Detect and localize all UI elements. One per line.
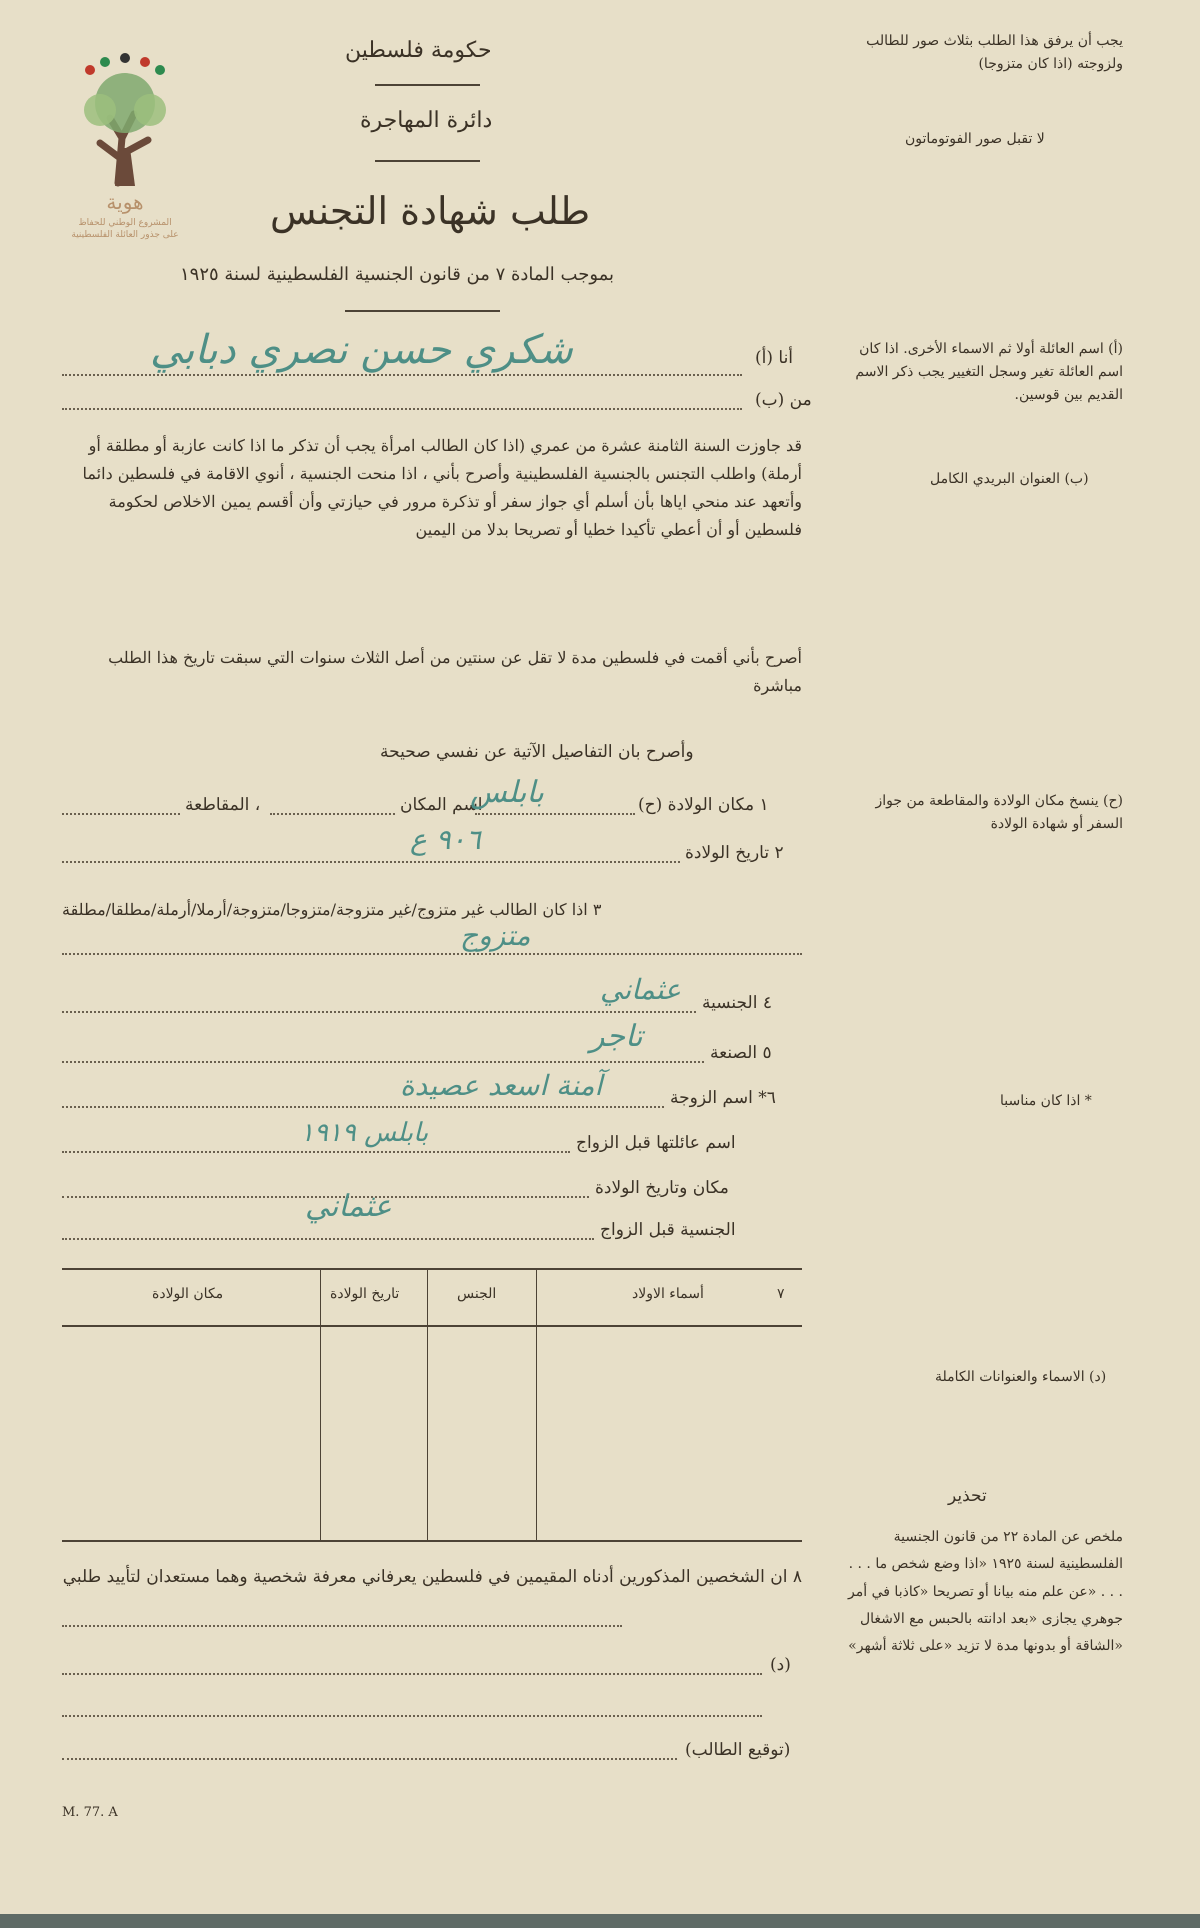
note-b: (ب) العنوان البريدي الكامل [930, 471, 1089, 487]
q2-line [62, 861, 680, 863]
q8-line-2 [62, 1673, 762, 1675]
form-subtitle: بموجب المادة ٧ من قانون الجنسية الفلسطينية لسنة ١٩٢٥ [180, 264, 615, 285]
q5-value: تاجر [590, 1019, 643, 1054]
divider [345, 310, 500, 312]
q2-value: ٩٠٦ ع [410, 823, 481, 856]
q5-line [62, 1061, 704, 1063]
name-value: شكري حسن نصري دبابي [150, 327, 573, 373]
table-header-birth-date: تاريخ الولادة [330, 1286, 400, 1302]
q1-value: بابلس [470, 775, 545, 810]
from-label: من (ب) [755, 390, 812, 410]
divider [375, 160, 480, 162]
q4-line [62, 1011, 696, 1013]
note-a: (أ) اسم العائلة أولا ثم الاسماء الأخرى. اذا كان اسم العائلة تغير وسجل التغيير يجب ذكر الاسم القديم بين قوسين. [855, 341, 1123, 404]
q6-label: ٦* اسم الزوجة [670, 1088, 776, 1108]
table-bottom-line [62, 1540, 802, 1542]
q8-line-3 [62, 1715, 762, 1717]
q1-district-label: ، المقاطعة [185, 795, 261, 815]
warning-title: تحذير [948, 1486, 987, 1506]
note-star: * اذا كان مناسبا [1000, 1093, 1092, 1109]
q8-text: ٨ ان الشخصين المذكورين أدناه المقيمين في فلسطين يعرفاني معرفة شخصية وهما مستعدان لتأييد طلبي [62, 1567, 802, 1587]
table-divider [536, 1270, 537, 1542]
photos-restriction: لا تقبل صور الفوتوماتون [905, 131, 1045, 147]
q4-label: ٤ الجنسية [702, 993, 772, 1013]
q7-number: ٧ [777, 1286, 785, 1302]
q5-label: ٥ الصنعة [710, 1043, 772, 1063]
q4-value: عثماني [600, 973, 682, 1006]
q8-line-1 [62, 1625, 622, 1627]
details-intro: وأصرح بان التفاصيل الآتية عن نفسي صحيحة [380, 742, 694, 762]
q6d-label: الجنسية قبل الزواج [600, 1220, 736, 1240]
logo-tagline: المشروع الوطني للحفاظ على جذور العائلة الفلسطينية [71, 218, 179, 240]
q3-label: ٣ اذا كان الطالب غير متزوج/غير متزوجة/متزوجا/متزوجة/أرملا/أرملة/مطلقا/مطلقة [62, 900, 602, 919]
q8-d-label: (د) [770, 1655, 791, 1675]
form-code: M. 77. A [62, 1805, 118, 1820]
signature-line [62, 1758, 677, 1760]
q6b-label: اسم عائلتها قبل الزواج [576, 1133, 736, 1153]
q3-line [62, 953, 802, 955]
note-c: (ح) ينسخ مكان الولادة والمقاطعة من جواز السفر أو شهادة الولادة [875, 793, 1123, 833]
form-title: طلب شهادة التجنس [270, 189, 591, 233]
from-line [62, 408, 742, 410]
q6d-value: عثماني [305, 1189, 392, 1224]
q6b-value: بابلس ١٩١٩ [300, 1118, 429, 1148]
table-header-sex: الجنس [457, 1286, 497, 1302]
q1-district-line [270, 813, 395, 815]
q2-label: ٢ تاريخ الولادة [685, 843, 784, 863]
q3-value: متزوج [460, 919, 531, 952]
scan-edge [0, 1914, 1200, 1928]
logo-name: هوية [106, 190, 144, 214]
q1-place-line [475, 813, 635, 815]
q1-end-line [62, 813, 180, 815]
q6c-label: مكان وتاريخ الولادة [595, 1178, 729, 1198]
q1-place-label: اسم المكان [400, 795, 483, 815]
q6d-line [62, 1238, 594, 1240]
family-tree-icon [70, 48, 180, 188]
q6-value: آمنة اسعد عصيدة [400, 1069, 603, 1102]
table-header-children-names: أسماء الاولاد [632, 1286, 704, 1302]
note-d: (د) الاسماء والعنوانات الكاملة [935, 1369, 1107, 1385]
table-header-line [62, 1325, 802, 1327]
photos-note: يجب أن يرفق هذا الطلب بثلاث صور للطالب ولزوجته (اذا كان متزوجا) [866, 33, 1123, 73]
q6b-line [62, 1151, 570, 1153]
table-divider [427, 1270, 428, 1542]
government-heading: حكومة فلسطين [345, 38, 492, 63]
table-header-birth-place: مكان الولادة [152, 1286, 224, 1302]
declaration-text: قد جاوزت السنة الثامنة عشرة من عمري (اذا كان الطالب امرأة يجب أن تذكر ما اذا كانت عازبة أو مطلقة أو أرملة) واطلب التجنس بالجنسية الفلسطينية وأصرح بأني ، اذا منحت الجنسية ، أنوي الاقامة في فلسطين دائما وأتعهد عند منحي اياها بأن أسلم أي جواز سفر أو تذكرة مرور في حيازتي وأن أقسم يمين الاخلاص لحكومة فلسطين أو أن أعطي تأكيدا خطيا أو تصريحا بدلا من اليمين [82, 436, 802, 539]
children-table [62, 1268, 802, 1542]
divider [375, 84, 480, 86]
q1-label: ١ مكان الولادة (ح) [638, 795, 769, 815]
department-heading: دائرة المهاجرة [360, 108, 493, 133]
logo [70, 48, 180, 248]
q6-line [62, 1106, 664, 1108]
name-label: أنا (أ) [755, 348, 794, 368]
table-divider [320, 1270, 321, 1542]
name-line [62, 374, 742, 376]
warning-text: ملخص عن المادة ٢٢ من قانون الجنسية الفلسطينية لسنة ١٩٢٥ «اذا وضع شخص ما . . . . . . «عن علم منه بيانا أو تصريحا «كاذبا في أمر جوهري يجازى «بعد ادانته بالحبس مع الاشغال «الشاقة أو بدونها مدة لا تزيد «على ثلاثة أشهر» [848, 1529, 1123, 1655]
residence-text: أصرح بأني أقمت في فلسطين مدة لا تقل عن سنتين من أصل الثلاث سنوات التي سبقت تاريخ هذا الطلب مباشرة [108, 648, 802, 695]
signature-label: (توقيع الطالب) [685, 1740, 791, 1760]
